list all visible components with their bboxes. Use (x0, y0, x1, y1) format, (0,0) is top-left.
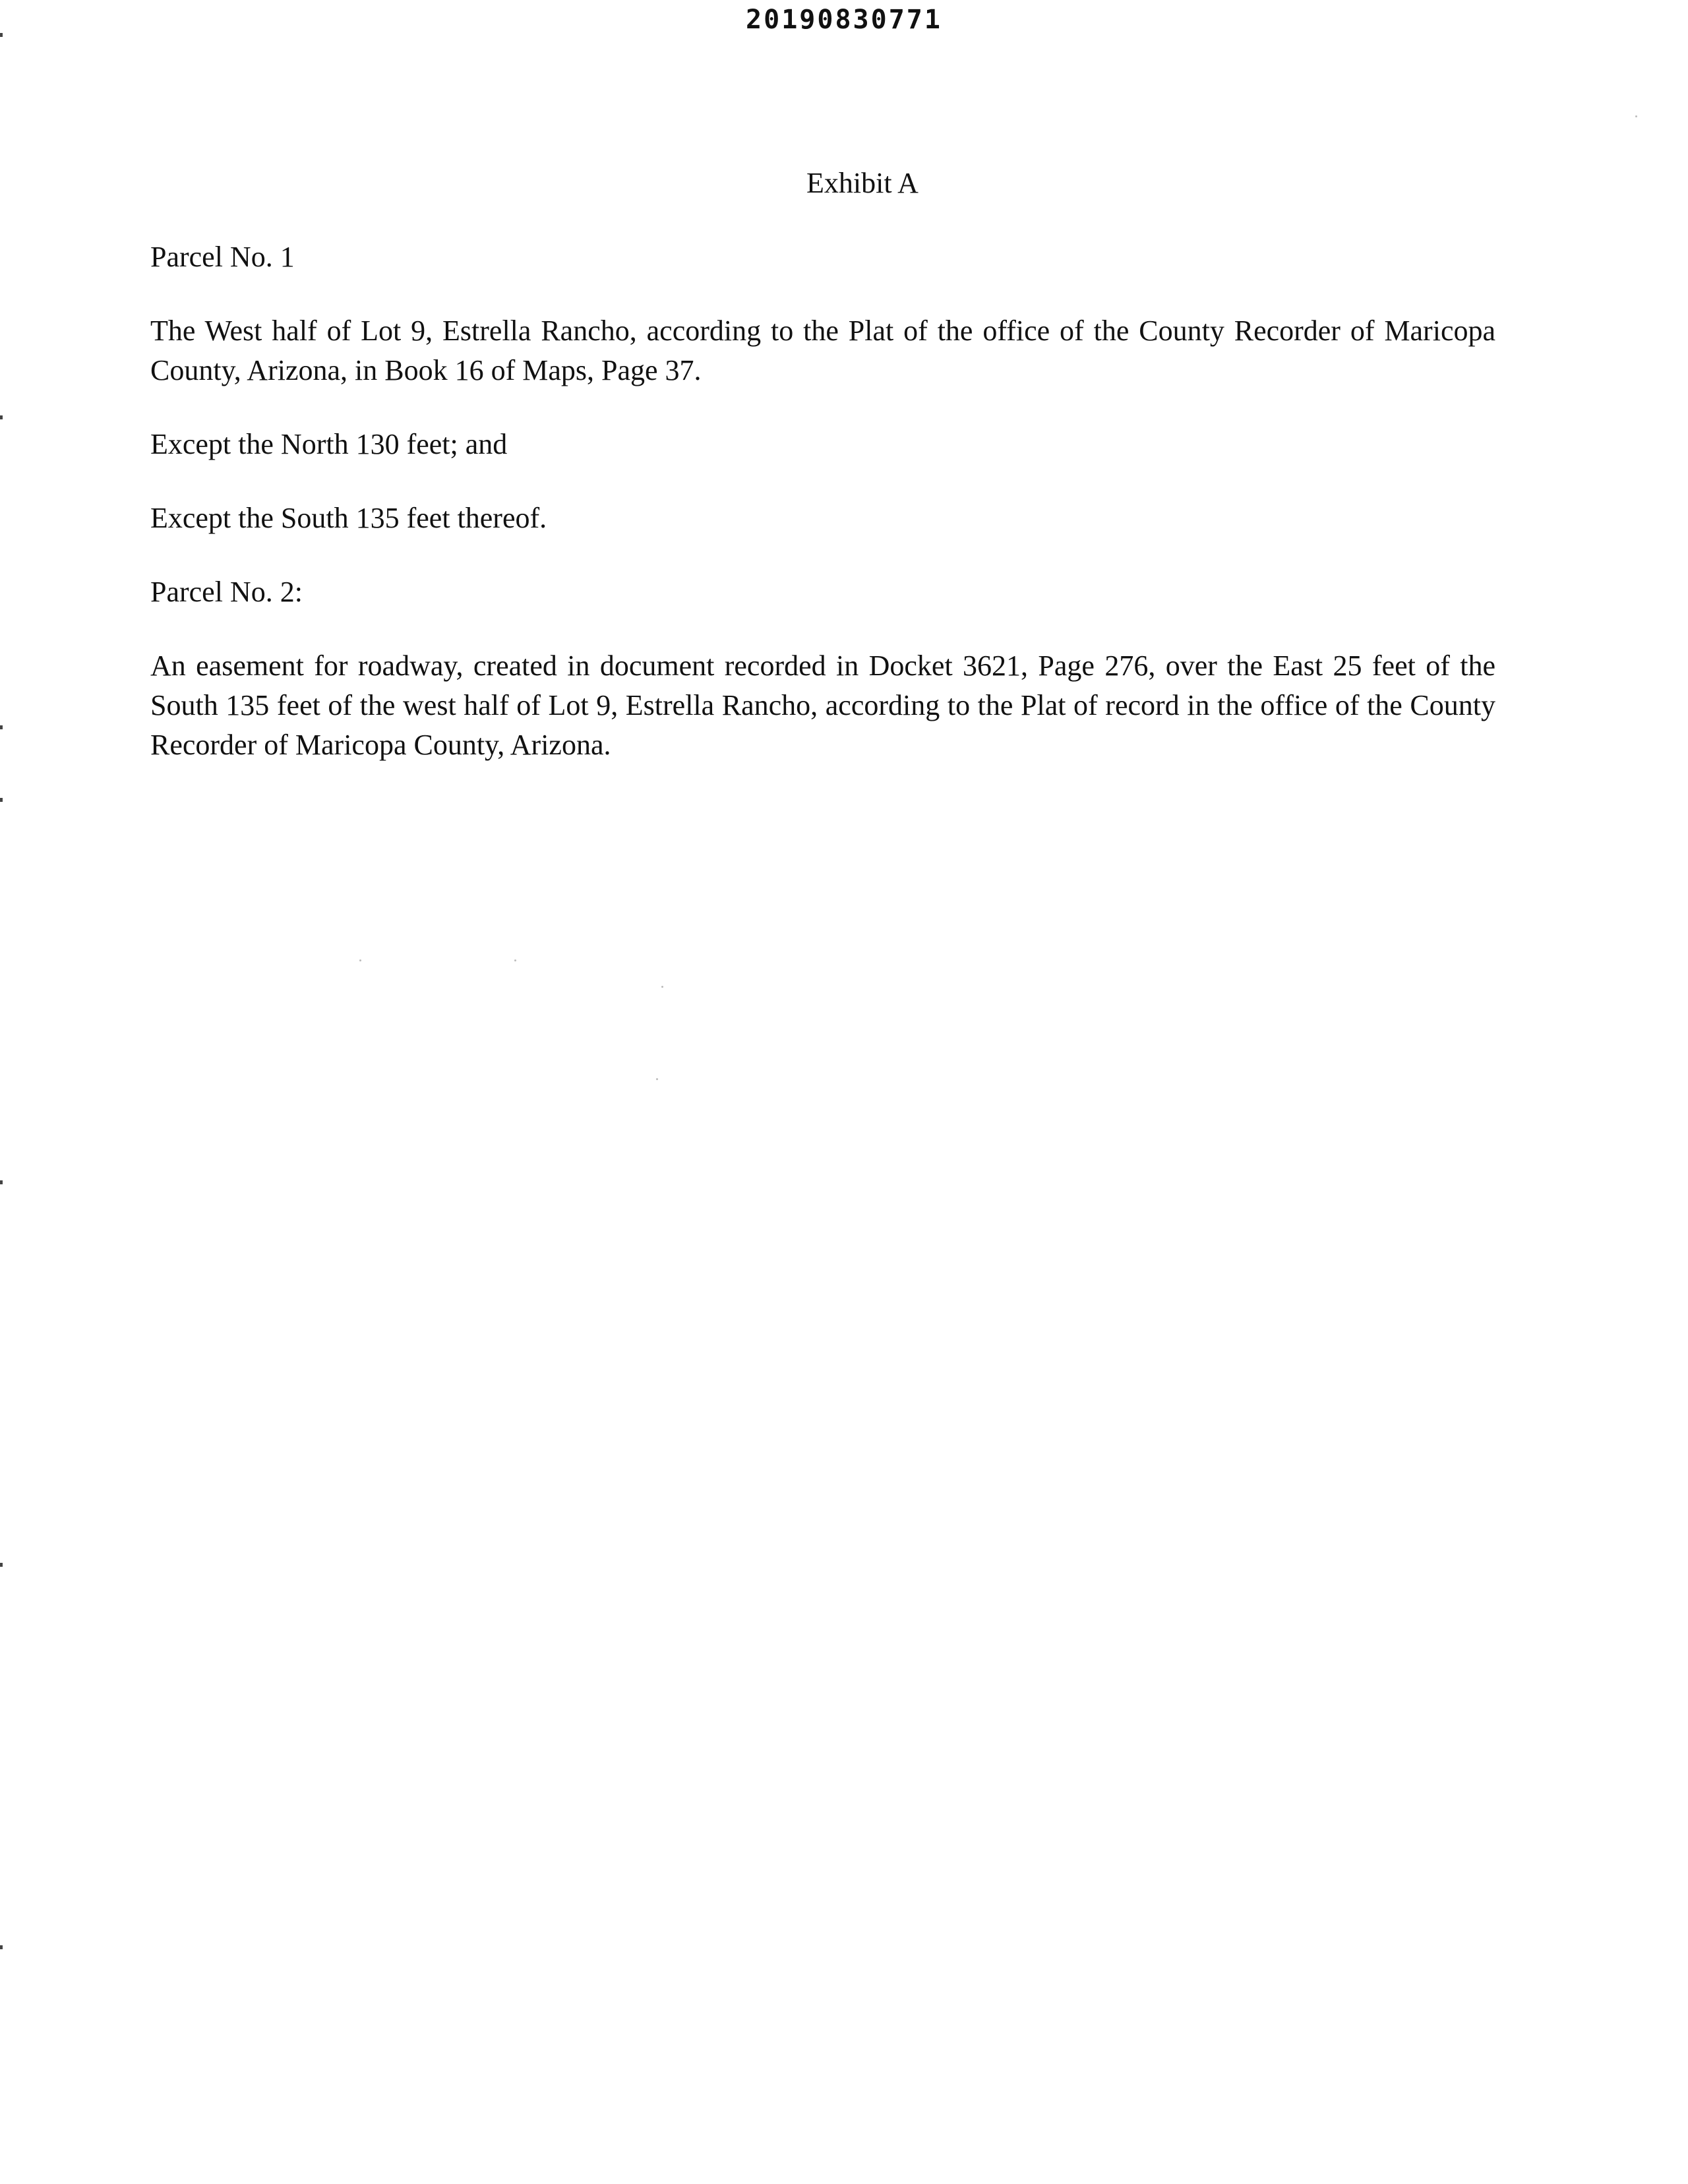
parcel-2-heading: Parcel No. 2: (150, 576, 303, 608)
scan-speck (656, 1078, 658, 1080)
scan-edge-mark (0, 725, 3, 729)
scan-edge-mark (0, 798, 3, 802)
scan-edge-mark (0, 33, 3, 37)
scan-edge-mark (0, 1180, 3, 1184)
scan-speck (359, 959, 361, 961)
scan-edge-mark (0, 1563, 3, 1567)
document-body (150, 164, 1495, 799)
parcel-1-exception-north: Except the North 130 feet; and (150, 428, 508, 460)
recording-number: 20190830771 (746, 5, 942, 35)
parcel-1-exception-south: Except the South 135 feet thereof. (150, 502, 547, 534)
parcel-1-heading: Parcel No. 1 (150, 241, 295, 273)
parcel-2-easement-description: An easement for roadway, created in document recorded in Docket 3621, Page 276, over the East 25 feet of the South 135 feet of the west half of Lot 9, Estrella Rancho, according to the Plat of record in the office of the County Recorder of Maricopa County, Arizona. (150, 650, 1495, 761)
scan-speck (661, 986, 663, 988)
scan-edge-mark (0, 415, 3, 419)
scan-speck (1635, 115, 1637, 117)
scan-speck (514, 959, 516, 961)
exhibit-title: Exhibit A (806, 167, 919, 199)
scan-edge-mark (0, 1945, 3, 1949)
parcel-1-description: The West half of Lot 9, Estrella Rancho, according to the Plat of the office of the County Recorder of Maricopa County, Arizona, in Book 16 of Maps, Page 37. (150, 315, 1495, 386)
